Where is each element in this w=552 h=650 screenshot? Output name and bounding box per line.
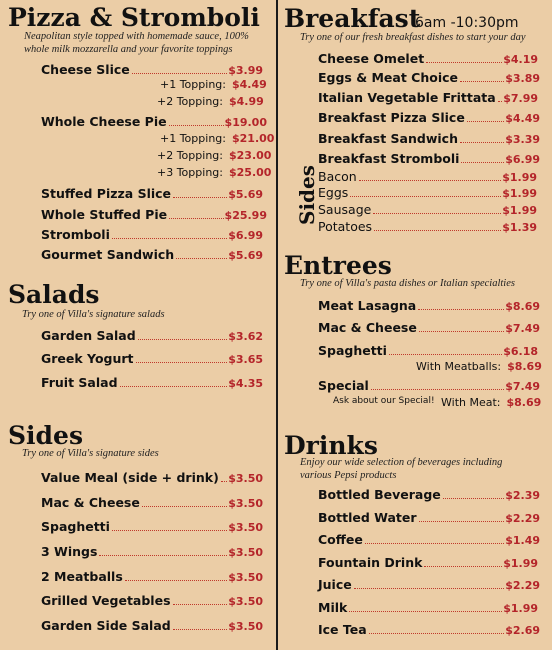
dot-leader xyxy=(373,213,501,214)
option-name: With Meat: xyxy=(441,396,501,409)
option-price: $25.00 xyxy=(228,166,272,179)
item-price: $4.19 xyxy=(503,53,538,66)
item-price: $1.99 xyxy=(502,187,537,200)
dot-leader xyxy=(99,555,227,556)
option-name: With Meatballs: xyxy=(416,360,502,373)
dot-leader xyxy=(120,386,228,387)
dot-leader xyxy=(461,162,504,163)
item-name: Juice xyxy=(318,577,352,592)
dot-leader xyxy=(365,543,504,544)
dot-leader xyxy=(138,339,228,340)
menu-item xyxy=(318,110,540,126)
dot-leader xyxy=(369,633,505,634)
dot-leader xyxy=(498,101,503,102)
option-row xyxy=(160,78,267,93)
item-name: Whole Stuffed Pie xyxy=(41,207,168,222)
item-name: Bacon xyxy=(318,169,357,184)
item-price: $1.99 xyxy=(503,602,538,615)
salads-subtitle: Try one of Villa's signature salads xyxy=(22,309,165,320)
menu-item xyxy=(41,495,263,511)
menu-item xyxy=(318,487,540,503)
menu-item xyxy=(318,219,537,235)
dot-leader xyxy=(419,331,504,332)
menu-item xyxy=(41,569,263,585)
menu-item xyxy=(41,544,263,560)
item-name: Grilled Vegetables xyxy=(41,593,171,608)
item-price: $1.99 xyxy=(503,557,538,570)
breakfast-subtitle: Try one of our fresh breakfast dishes to start your day xyxy=(300,32,526,43)
item-price: $3.89 xyxy=(505,72,540,85)
menu-item xyxy=(318,131,540,147)
column-divider xyxy=(276,0,278,650)
dot-leader xyxy=(173,604,228,605)
item-price: $2.39 xyxy=(505,489,540,502)
item-price: $7.49 xyxy=(505,380,540,393)
menu-item xyxy=(318,532,540,548)
item-price: $5.69 xyxy=(228,188,263,201)
menu-item xyxy=(318,70,540,86)
dot-leader xyxy=(419,521,505,522)
item-name: Spaghetti xyxy=(318,343,387,358)
dot-leader xyxy=(132,73,227,74)
dot-leader xyxy=(176,258,227,259)
dot-leader xyxy=(371,389,504,390)
item-price: $6.99 xyxy=(505,153,540,166)
option-name: +1 Topping: xyxy=(160,78,226,91)
item-price: $6.99 xyxy=(228,229,263,242)
item-name: Stuffed Pizza Slice xyxy=(41,186,172,201)
drinks-subtitle: Enjoy our wide selection of beverages including various Pepsi products xyxy=(300,457,503,481)
menu-item xyxy=(318,378,540,394)
item-name: Breakfast Sandwich xyxy=(318,131,458,146)
item-price: $3.99 xyxy=(228,64,263,77)
item-name: Cheese Omelet xyxy=(318,51,425,66)
item-price: $3.50 xyxy=(228,595,263,608)
item-price: $3.65 xyxy=(228,353,263,366)
dot-leader xyxy=(374,230,501,231)
option-row xyxy=(416,360,542,375)
item-name: Coffee xyxy=(318,532,363,547)
item-name: Special xyxy=(318,378,369,393)
item-price: $3.50 xyxy=(228,571,263,584)
option-price: $23.00 xyxy=(228,149,272,162)
dot-leader xyxy=(169,125,224,126)
entrees-subtitle: Try one of Villa's pasta dishes or Italian specialties xyxy=(300,278,515,289)
item-name: Potatoes xyxy=(318,219,373,234)
dot-leader xyxy=(169,218,223,219)
item-name: Stromboli xyxy=(41,227,110,242)
item-name: Value Meal (side + drink) xyxy=(41,470,219,485)
special-note: Ask about our Special! xyxy=(333,396,435,406)
item-price: $3.50 xyxy=(228,521,263,534)
menu-item xyxy=(318,202,537,218)
sides-title: Sides xyxy=(8,421,84,450)
dot-leader xyxy=(173,197,227,198)
item-price: $7.49 xyxy=(505,322,540,335)
item-price: $1.99 xyxy=(502,171,537,184)
menu-item xyxy=(41,351,263,367)
menu-item xyxy=(318,510,540,526)
item-price: $2.29 xyxy=(505,579,540,592)
menu-item xyxy=(318,343,538,359)
option-row xyxy=(157,95,264,110)
dot-leader xyxy=(112,530,227,531)
dot-leader xyxy=(443,498,504,499)
item-price: $6.18 xyxy=(503,345,538,358)
dot-leader xyxy=(424,566,502,567)
item-name: Spaghetti xyxy=(41,519,110,534)
dot-leader xyxy=(136,362,228,363)
menu-item xyxy=(41,519,263,535)
menu-item xyxy=(41,375,263,391)
item-name: Gourmet Sandwich xyxy=(41,247,175,262)
option-name: +2 Topping: xyxy=(157,95,223,108)
item-name: Mac & Cheese xyxy=(41,495,140,510)
menu-item xyxy=(41,593,263,609)
menu-item xyxy=(318,600,538,616)
item-name: Whole Cheese Pie xyxy=(41,114,167,129)
menu-item xyxy=(41,114,267,130)
item-name: Breakfast Pizza Slice xyxy=(318,110,465,125)
menu-item xyxy=(41,247,263,263)
item-name: Milk xyxy=(318,600,348,615)
item-price: $3.50 xyxy=(228,546,263,559)
dot-leader xyxy=(389,354,502,355)
item-name: Cheese Slice xyxy=(41,62,130,77)
item-name: 2 Meatballs xyxy=(41,569,123,584)
breakfast-title: Breakfast xyxy=(284,4,421,33)
item-name: Breakfast Stromboli xyxy=(318,151,460,166)
item-name: Garden Salad xyxy=(41,328,136,343)
item-name: Mac & Cheese xyxy=(318,320,417,335)
item-name: Greek Yogurt xyxy=(41,351,134,366)
dot-leader xyxy=(418,309,504,310)
option-price: $8.69 xyxy=(507,360,542,373)
item-name: Sausage xyxy=(318,202,372,217)
dot-leader xyxy=(350,196,501,197)
option-name: +3 Topping: xyxy=(157,166,223,179)
item-price: $2.29 xyxy=(505,512,540,525)
item-price: $25.99 xyxy=(224,209,267,222)
drinks-title: Drinks xyxy=(284,431,378,460)
item-price: $3.50 xyxy=(228,472,263,485)
item-name: 3 Wings xyxy=(41,544,98,559)
option-row xyxy=(441,396,541,411)
item-price: $2.69 xyxy=(505,624,540,637)
salads-title: Salads xyxy=(8,280,100,309)
option-row xyxy=(157,149,271,164)
menu-item xyxy=(41,227,263,243)
menu-item xyxy=(41,62,263,78)
dot-leader xyxy=(460,142,504,143)
dot-leader xyxy=(112,238,227,239)
menu-item xyxy=(318,151,540,167)
item-name: Fountain Drink xyxy=(318,555,423,570)
menu-item xyxy=(318,577,540,593)
menu-item xyxy=(318,320,540,336)
item-price: $3.50 xyxy=(228,620,263,633)
item-price: $3.62 xyxy=(228,330,263,343)
dot-leader xyxy=(359,180,502,181)
item-price: $1.49 xyxy=(505,534,540,547)
option-name: +2 Topping: xyxy=(157,149,223,162)
item-price: $5.69 xyxy=(228,249,263,262)
item-name: Meat Lasagna xyxy=(318,298,417,313)
option-row xyxy=(157,166,271,181)
pizza-subtitle: Neapolitan style topped with homemade sauce, 100% whole milk mozzarella and your favorite toppings xyxy=(24,31,249,55)
item-price: $4.35 xyxy=(228,377,263,390)
dot-leader xyxy=(142,506,227,507)
item-name: Garden Side Salad xyxy=(41,618,171,633)
item-name: Eggs & Meat Choice xyxy=(318,70,458,85)
dot-leader xyxy=(173,629,227,630)
menu-item xyxy=(318,185,537,201)
item-price: $19.00 xyxy=(224,116,267,129)
menu-item xyxy=(41,328,263,344)
option-price: $4.49 xyxy=(231,78,267,91)
item-name: Bottled Beverage xyxy=(318,487,441,502)
item-name: Eggs xyxy=(318,185,349,200)
item-price: $7.99 xyxy=(503,92,538,105)
menu-item xyxy=(41,470,263,486)
option-price: $4.99 xyxy=(228,95,264,108)
menu-item xyxy=(318,90,538,106)
breakfast-sides-label: Sides xyxy=(295,164,319,225)
menu-item xyxy=(318,169,537,185)
item-price: $4.49 xyxy=(505,112,540,125)
option-name: +1 Topping: xyxy=(160,132,226,145)
option-row xyxy=(160,132,274,147)
dot-leader xyxy=(460,81,504,82)
item-price: $8.69 xyxy=(505,300,540,313)
dot-leader xyxy=(426,62,502,63)
dot-leader xyxy=(125,580,227,581)
item-name: Ice Tea xyxy=(318,622,367,637)
dot-leader xyxy=(349,611,502,612)
item-price: $1.39 xyxy=(502,221,537,234)
item-name: Bottled Water xyxy=(318,510,417,525)
menu-item xyxy=(318,555,538,571)
dot-leader xyxy=(354,588,504,589)
entrees-title: Entrees xyxy=(284,251,392,280)
breakfast-hours: 6am -10:30pm xyxy=(415,15,519,31)
menu-item xyxy=(318,622,540,638)
dot-leader xyxy=(467,121,504,122)
sides-subtitle: Try one of Villa's signature sides xyxy=(22,448,159,459)
menu-item xyxy=(41,186,263,202)
menu-item xyxy=(318,298,540,314)
option-price: $21.00 xyxy=(231,132,275,145)
menu-item xyxy=(41,618,263,634)
item-name: Fruit Salad xyxy=(41,375,118,390)
item-price: $3.39 xyxy=(505,133,540,146)
pizza-title: Pizza & Stromboli xyxy=(8,3,260,32)
item-price: $3.50 xyxy=(228,497,263,510)
item-price: $1.99 xyxy=(502,204,537,217)
item-name: Italian Vegetable Frittata xyxy=(318,90,496,105)
dot-leader xyxy=(221,481,227,482)
option-price: $8.69 xyxy=(506,396,542,409)
menu-item xyxy=(318,51,538,67)
menu-item xyxy=(41,207,267,223)
